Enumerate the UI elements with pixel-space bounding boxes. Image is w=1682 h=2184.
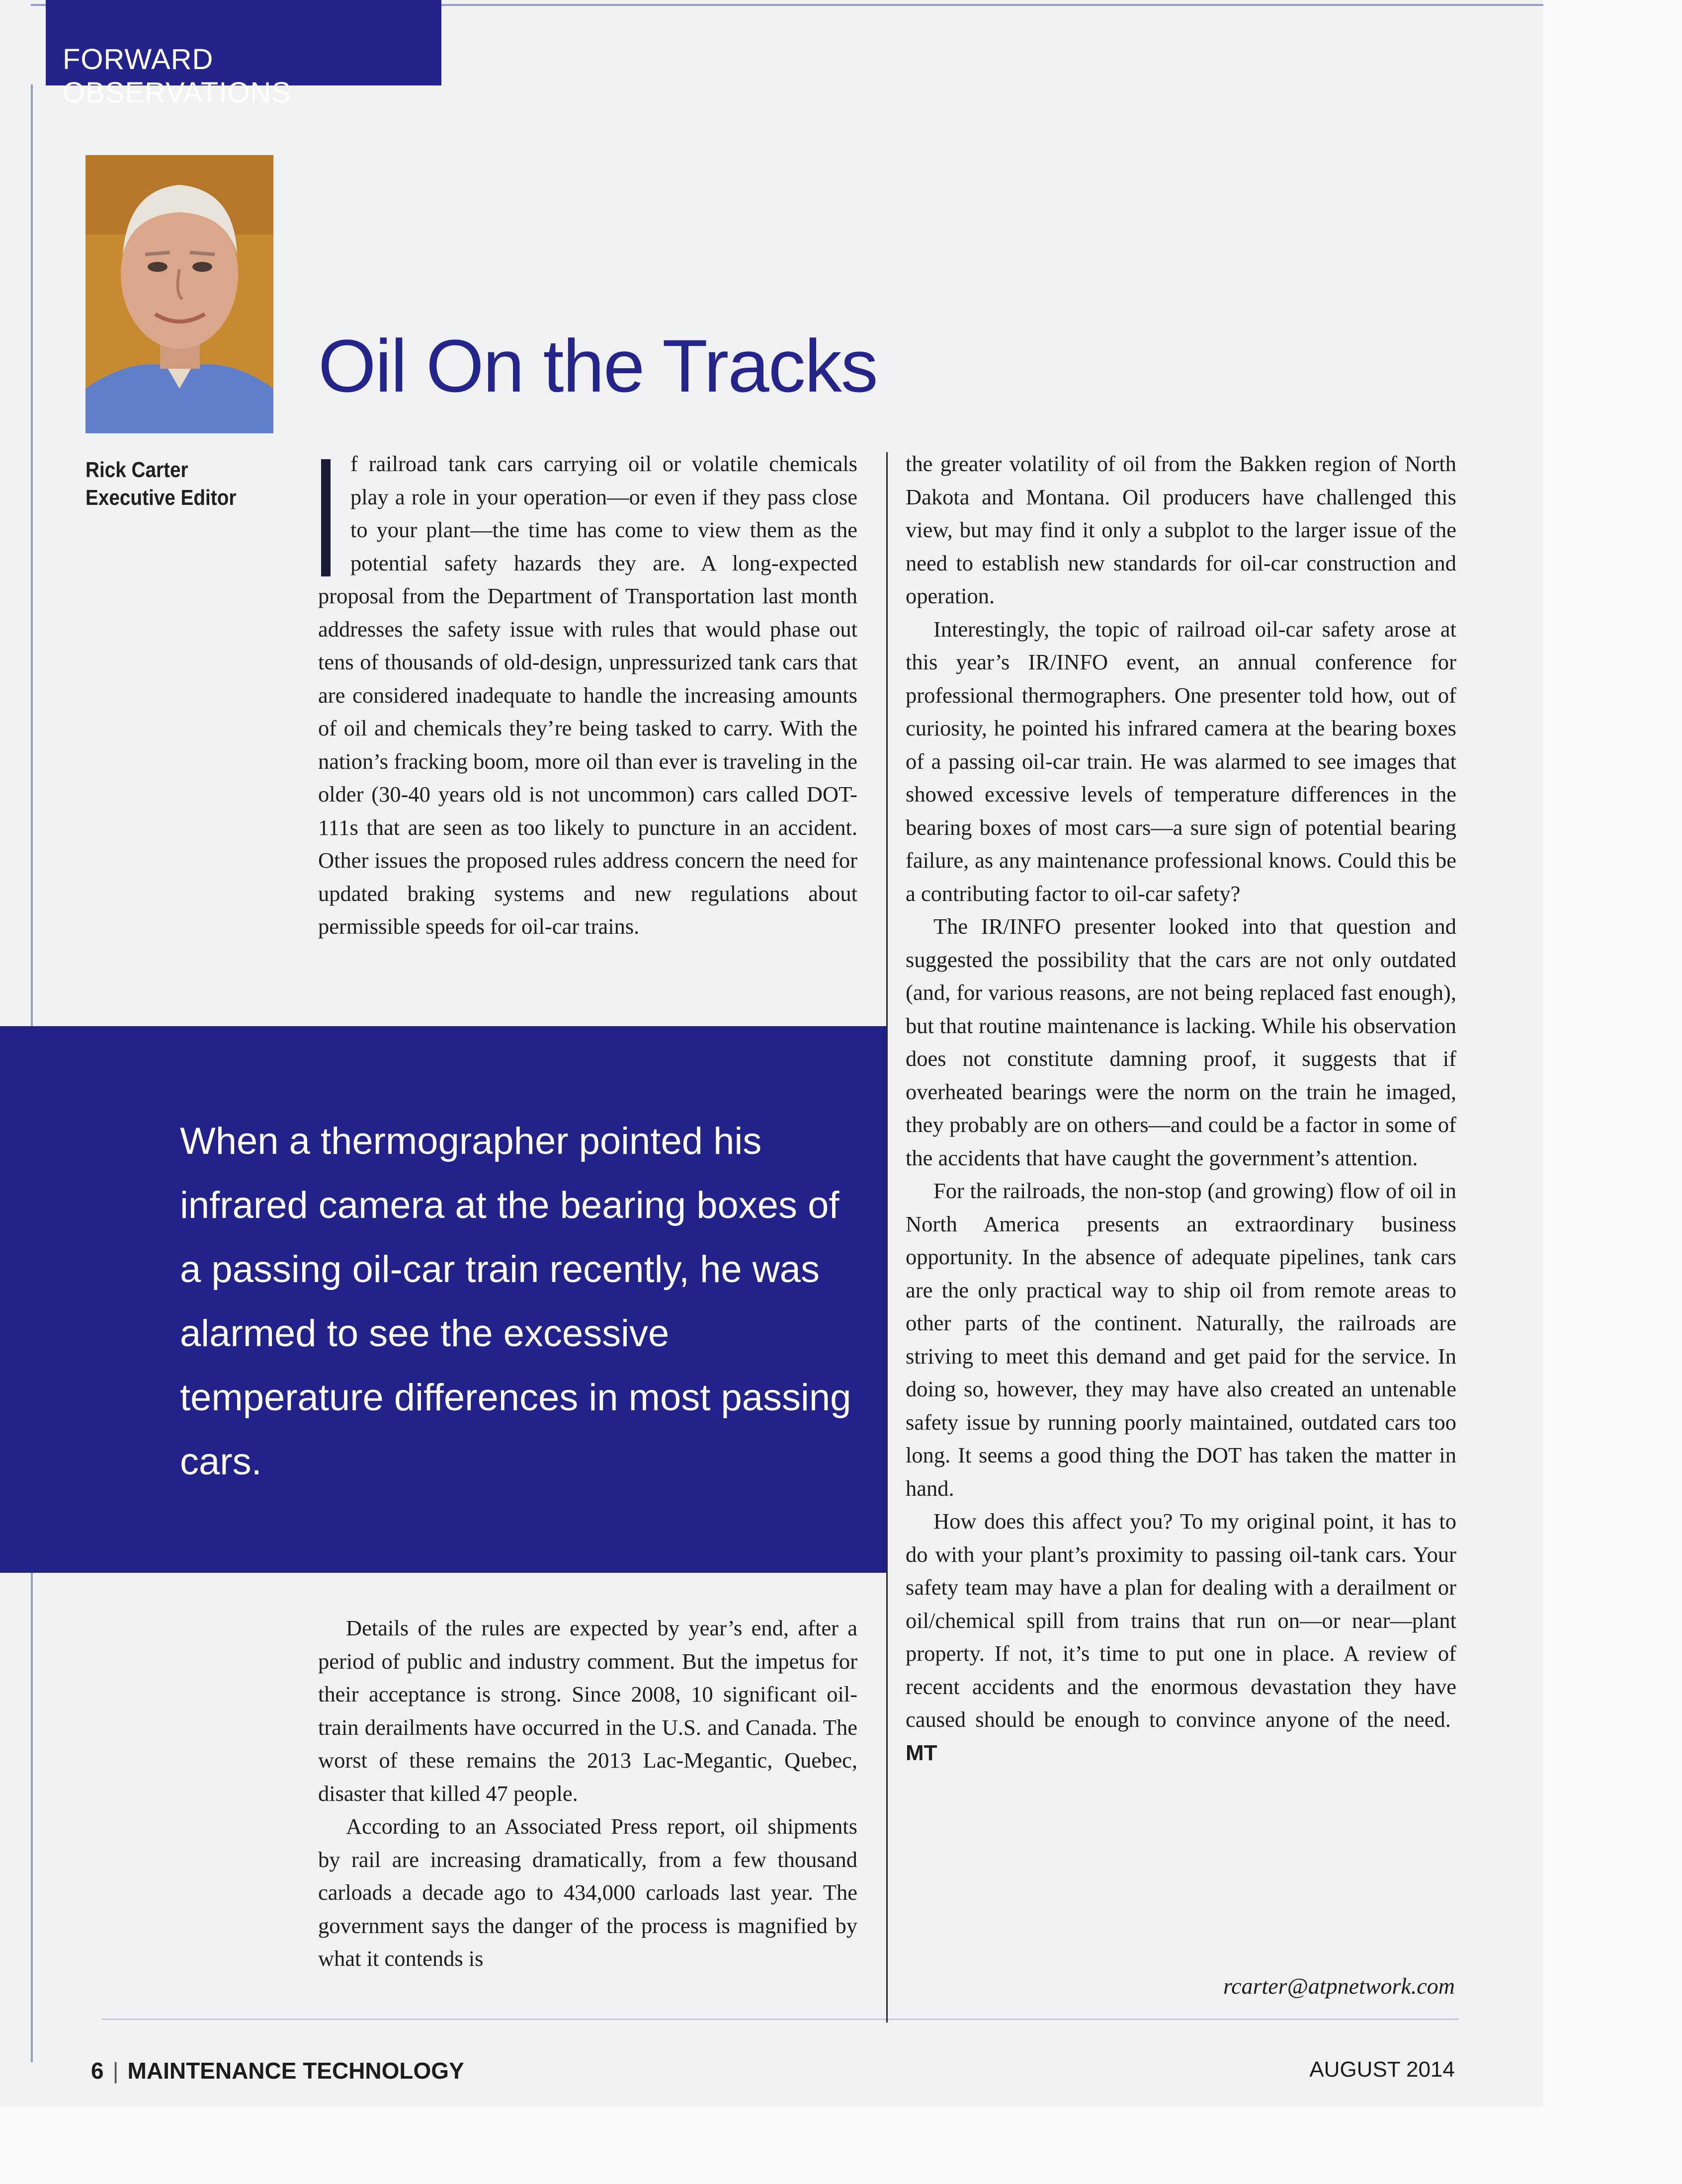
article-paragraph-text: How does this affect you? To my original point, it has to do with your plant’s proximity to passing oil-tank cars. Your safety team may have a plan for dealing with a derailment or oil/chemical spill from trains that run on—or near—plant property. If not, it’s time to put one in place. A review of recent accidents and the enormous devastation they have caused should be enough to convince anyone of the need. [906,1509,1456,1732]
article-paragraph: Details of the rules are expected by year’s end, after a period of public and industry comment. But the impetus for their acceptance is strong. Since 2008, 10 significant oil-train derailments have occurred in the U.S. and Canada. The worst of these remains the 2013 Lac-Megantic, Quebec, disaster that killed 47 people. [318,1616,857,1806]
author-name: Rick Carter [85,458,188,482]
author-title: Executive Editor [85,485,237,510]
pull-quote-text: When a thermographer pointed his infrared camera at the bearing boxes of a passing oil-car train recently, he was alarmed to see the excessive temperature differences in most passing cars. [180,1120,851,1483]
article-column-right [906,447,1456,1770]
article-paragraph: The IR/INFO presenter looked into that question and suggested the possibility that the cars are not only outdated (and, for various reasons, are not being replaced fast enough), but that routine maintenance is lacking. While his observation does not constitute damning proof, it suggests that if overheated bearings were the norm on the train he imaged, they probably are on others—and could be a factor in some of the accidents that have caught the government’s attention. [906,914,1456,1170]
article-paragraph: Interestingly, the topic of railroad oil-car safety arose at this year’s IR/INFO event, an annual conference for professional thermographers. One presenter told how, out of curiosity, he pointed his infrared camera at the bearing boxes of a passing oil-car train. He was alarmed to see images that showed excessive levels of temperature differences in the bearing boxes of most cars—a sure sign of potential bearing failure, as any maintenance professional knows. Could this be a contributing factor to oil-car safety? [906,616,1456,906]
author-photo [85,155,273,433]
scan-margin-bottom [0,2107,1543,2184]
article-paragraph: f railroad tank cars carrying oil or volatile chemicals play a role in your operation—or even if they pass close to your plant—the time has come to view them as the potential safety hazards they are. A long-expected proposal from the Department of Transportation last month addresses the safety issue with rules that would phase out tens of thousands of old-design, unpressurized tank cars that are considered inadequate to handle the increasing amounts of oil and chemicals they’re being tasked to carry. With the nation’s fracking boom, more oil than ever is traveling in the older (30-40 years old is not uncommon) cars called DOT-111s that are seen as too likely to puncture in an accident. Other issues the proposed rules address concern the need for updated braking systems and new regulations about permissible speeds for oil-car trains. [318,451,857,939]
article-column-left-top [318,447,857,943]
author-email-link[interactable]: rcarter@atpnetwork.com [1223,1973,1455,1999]
article-column-left-bottom [318,1612,857,1975]
pull-quote [180,1109,866,1494]
folio-left [91,2057,464,2084]
section-tab [46,0,441,109]
article-paragraph: the greater volatility of oil from the Bakken region of North Dakota and Montana. Oil producers have challenged this view, but may find it only a subplot to the larger issue of the need to establish new standards for oil-car construction and operation. [906,451,1456,608]
folio-separator: | [112,2058,119,2084]
article-paragraph: For the railroads, the non-stop (and growing) flow of oil in North America presents an extraordinary business opportunity. In the absence of adequate pipelines, tank cars are the only practical way to ship oil from remote areas to other parts of the continent. Naturally, the railroads are striving to meet this demand and get paid for the service. In doing so, however, they may have also created an untenable safety issue by running poorly maintained, outdated cars too long. It seems a good thing the DOT has taken the matter in hand. [906,1178,1456,1501]
scan-margin-right [1543,0,1682,2184]
end-mark: MT [906,1740,937,1765]
drop-cap-letter [321,459,331,576]
frame-rule-bottom [102,2019,1459,2020]
article-headline: Oil On the Tracks [318,324,877,407]
byline [85,456,236,512]
article-paragraph: According to an Associated Press report, oil shipments by rail are increasing dramatically, from a few thousand carloads a decade ago to 434,000 carloads last year. The government says the danger of the process is magnified by what it contends is [318,1814,857,1971]
column-divider [886,452,888,2022]
issue-date: AUGUST 2014 [1309,2057,1455,2082]
page-number: 6 [91,2058,104,2084]
article-paragraph-final [906,1505,1456,1770]
section-label: FORWARD OBSERVATIONS [63,43,291,109]
author-portrait-illustration [85,155,273,433]
magazine-name: MAINTENANCE TECHNOLOGY [127,2058,464,2084]
